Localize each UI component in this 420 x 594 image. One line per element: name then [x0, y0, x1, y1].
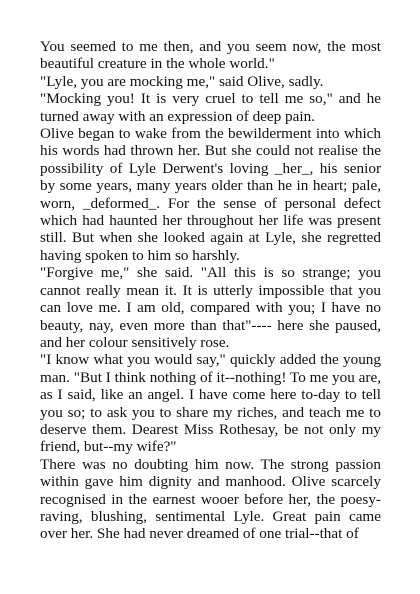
paragraph-5: "Forgive me," she said. "All this is so strange; you cannot really mean it. It is utterly impossible that you can love me. I am old, compared with you; I have no beauty, nay, even more than that"---- here she paused, and her colour sensitively rose. — [40, 264, 381, 351]
paragraph-2: "Lyle, you are mocking me," said Olive, sadly. — [40, 72, 324, 90]
paragraph-7: There was no doubting him now. The strong passion within gave him dignity and manhood. Olive scarcely recognised in the earnest wooer before her, the poesy-raving, blushing, sentimental Lyle. Great pain came over her. She had never dreamed of one trial--that of — [40, 455, 381, 543]
paragraph-1: You seemed to me then, and you seem now, the most beautiful creature in the whole world." — [40, 38, 381, 73]
paragraph-3: "Mocking you! It is very cruel to tell me so," and he turned away with an expression of deep pain. — [40, 90, 381, 125]
paragraph-4: Olive began to wake from the bewilderment into which his words had thrown her. But she could not realise the possibility of Lyle Derwent's loving _her_, his senior by some years, many years older than he in heart; pale, worn, _deformed_. For the sense of personal defect which had haunted her throughout her life was present still. But when she looked again at Lyle, she regretted having spoken to him so harshly. — [40, 125, 381, 264]
book-page-text — [40, 38, 381, 543]
paragraph-6: "I know what you would say," quickly added the young man. "But I think nothing of it--nothing! To me you are, as I said, like an angel. I have come here to-day to tell you so; to ask you to share my riches, and teach me to deserve them. Dearest Miss Rothesay, be not only my friend, but--my wife?" — [40, 351, 381, 456]
